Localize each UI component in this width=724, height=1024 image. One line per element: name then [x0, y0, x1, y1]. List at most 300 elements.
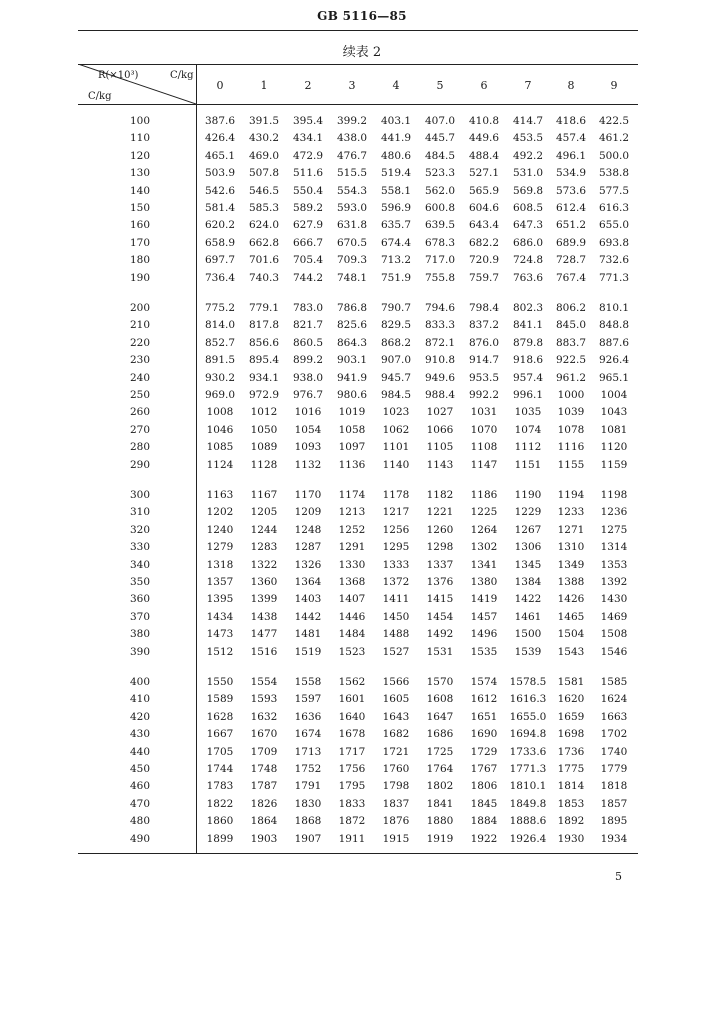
row-label: 480 [129, 815, 151, 828]
table-cell: 484.5 [424, 149, 456, 162]
table-cell: 759.7 [468, 271, 500, 284]
table-cell: 1543 [557, 645, 585, 658]
table-cell: 1740 [600, 745, 628, 758]
table-cell: 1535 [470, 645, 498, 658]
table-cell: 1430 [600, 593, 628, 606]
column-header: 6 [480, 79, 488, 92]
table-cell: 1651 [470, 710, 498, 723]
table-cell: 1698 [557, 728, 585, 741]
table-cell: 1756 [338, 763, 366, 775]
row-label: 140 [129, 184, 151, 197]
table-cell: 503.9 [204, 167, 236, 180]
row-label: 460 [129, 780, 151, 793]
table-cell: 1264 [470, 523, 498, 536]
table-cell: 1628 [206, 710, 234, 723]
table-cell: 1578.5 [509, 676, 547, 688]
table-cell: 1620 [557, 693, 585, 706]
table-cell: 1640 [338, 710, 366, 723]
table-cell: 403.1 [380, 115, 412, 127]
table-cell: 1298 [426, 541, 454, 554]
table-cell: 709.3 [336, 254, 368, 267]
table-cell: 1256 [382, 523, 410, 536]
table-cell: 1240 [206, 523, 234, 536]
table-cell: 1046 [206, 423, 234, 436]
table-cell: 724.8 [512, 254, 544, 267]
table-cell: 1140 [382, 458, 410, 471]
row-label: 470 [129, 797, 151, 810]
table-cell: 938.0 [292, 371, 324, 384]
table-cell: 1271 [557, 523, 585, 536]
corner-left-unit: C/kg [88, 91, 112, 102]
table-cell: 1345 [514, 558, 542, 571]
table-cell: 1248 [294, 523, 322, 536]
table-cell: 810.1 [598, 302, 630, 314]
table-cell: 1318 [206, 558, 234, 571]
table-cell: 1512 [206, 645, 234, 658]
table-cell: 953.5 [468, 371, 500, 384]
table-cell: 984.5 [380, 389, 412, 401]
table-cell: 887.6 [598, 336, 630, 349]
table-cell: 674.4 [380, 236, 412, 249]
table-cell: 872.1 [424, 336, 456, 349]
table-cell: 1062 [382, 423, 410, 436]
row-label: 280 [129, 441, 151, 454]
table-cell: 1748 [250, 763, 278, 775]
table-cell: 895.4 [248, 354, 280, 367]
row-label: 150 [129, 202, 151, 214]
table-cell: 914.7 [468, 354, 500, 367]
table-cell: 1357 [206, 576, 234, 588]
table-cell: 1895 [600, 815, 628, 828]
table-cell: 783.0 [292, 302, 324, 314]
table-cell: 1496 [470, 628, 498, 641]
row-label: 110 [129, 132, 151, 145]
table-cell: 1597 [294, 693, 322, 706]
table-cell: 434.1 [292, 132, 324, 145]
table-cell: 1915 [382, 832, 410, 845]
table-cell: 1647 [426, 710, 454, 723]
table-cell: 1101 [382, 441, 410, 454]
table-cell: 1380 [470, 576, 498, 588]
row-label: 100 [129, 115, 151, 127]
row-label: 120 [129, 149, 151, 162]
table-header-rule [78, 104, 638, 105]
table-cell: 945.7 [380, 371, 412, 384]
row-label: 340 [129, 558, 151, 571]
table-cell: 469.0 [248, 149, 280, 162]
table-cell: 627.9 [292, 219, 324, 232]
table-cell: 1670 [250, 728, 278, 741]
table-cell: 1860 [206, 815, 234, 828]
table-cell: 1450 [382, 610, 410, 623]
table-cell: 1616.3 [509, 693, 547, 706]
table-cell: 1903 [250, 832, 278, 845]
table-cell: 969.0 [204, 389, 236, 401]
table-cell: 1601 [338, 693, 366, 706]
table-cell: 1174 [338, 489, 366, 501]
table-cell: 1554 [250, 676, 278, 688]
table-cell: 1934 [600, 832, 628, 845]
table-cell: 1159 [600, 458, 628, 471]
table-cell: 457.4 [555, 132, 587, 145]
table-cell: 1837 [382, 797, 410, 810]
table-cell: 794.6 [424, 302, 456, 314]
table-cell: 1163 [206, 489, 234, 501]
table-cell: 728.7 [555, 254, 587, 267]
table-cell: 1930 [557, 832, 585, 845]
table-cell: 1605 [382, 693, 410, 706]
table-cell: 1333 [382, 558, 410, 571]
table-cell: 1779 [600, 763, 628, 775]
table-cell: 573.6 [555, 184, 587, 197]
table-cell: 1151 [514, 458, 542, 471]
table-cell: 1767 [470, 763, 498, 775]
table-cell: 480.6 [380, 149, 412, 162]
row-label: 400 [129, 676, 151, 688]
table-cell: 891.5 [204, 354, 236, 367]
table-cell: 391.5 [248, 115, 280, 127]
table-cell: 1674 [294, 728, 322, 741]
table-cell: 496.1 [555, 149, 587, 162]
table-cell: 1457 [470, 610, 498, 623]
table-cell: 1388 [557, 576, 585, 588]
table-cell: 876.0 [468, 336, 500, 349]
table-cell: 1170 [294, 489, 322, 501]
table-cell: 426.4 [204, 132, 236, 145]
table-cell: 635.7 [380, 219, 412, 232]
table-cell: 1050 [250, 423, 278, 436]
table-cell: 1504 [557, 628, 585, 641]
row-label: 160 [129, 219, 151, 232]
table-cell: 1783 [206, 780, 234, 793]
table-cell: 488.4 [468, 149, 500, 162]
table-cell: 1907 [294, 832, 322, 845]
table-cell: 1550 [206, 676, 234, 688]
table-cell: 910.8 [424, 354, 456, 367]
row-label: 260 [129, 406, 151, 419]
column-header: 8 [567, 79, 575, 92]
table-cell: 1124 [206, 458, 234, 471]
row-label: 420 [129, 710, 151, 723]
table-cell: 705.4 [292, 254, 324, 267]
table-cell: 1798 [382, 780, 410, 793]
row-label: 410 [129, 693, 151, 706]
table-cell: 651.2 [555, 219, 587, 232]
table-cell: 701.6 [248, 254, 280, 267]
table-cell: 1806 [470, 780, 498, 793]
table-cell: 1178 [382, 489, 410, 501]
table-cell: 1810.1 [509, 780, 547, 793]
table-cell: 1190 [514, 489, 542, 501]
table-cell: 1744 [206, 763, 234, 775]
table-cell: 833.3 [424, 319, 456, 332]
table-cell: 1659 [557, 710, 585, 723]
table-cell: 1775 [557, 763, 585, 775]
table-cell: 1283 [250, 541, 278, 554]
table-cell: 1888.6 [509, 815, 547, 828]
table-cell: 655.0 [598, 219, 630, 232]
table-cell: 519.4 [380, 167, 412, 180]
table-cell: 1624 [600, 693, 628, 706]
table-cell: 1484 [338, 628, 366, 641]
table-cell: 1267 [514, 523, 542, 536]
table-cell: 1481 [294, 628, 322, 641]
table-cell: 1581 [557, 676, 585, 688]
table-cell: 775.2 [204, 302, 236, 314]
table-cell: 1845 [470, 797, 498, 810]
table-cell: 1058 [338, 423, 366, 436]
table-cell: 1814 [557, 780, 585, 793]
table-cell: 1655.0 [509, 710, 547, 723]
table-cell: 1302 [470, 541, 498, 554]
table-cell: 1434 [206, 610, 234, 623]
table-cell: 1364 [294, 576, 322, 588]
table-cell: 980.6 [336, 389, 368, 401]
table-cell: 600.8 [424, 202, 456, 214]
table-cell: 616.3 [598, 202, 630, 214]
table-cell: 1341 [470, 558, 498, 571]
table-cell: 596.9 [380, 202, 412, 214]
table-cell: 465.1 [204, 149, 236, 162]
table-cell: 1849.8 [509, 797, 547, 810]
table-cell: 515.5 [336, 167, 368, 180]
table-cell: 538.8 [598, 167, 630, 180]
table-cell: 1922 [470, 832, 498, 845]
table-cell: 1221 [426, 506, 454, 519]
table-cell: 1787 [250, 780, 278, 793]
table-cell: 1608 [426, 693, 454, 706]
table-cell: 608.5 [512, 202, 544, 214]
table-cell: 550.4 [292, 184, 324, 197]
table-cell: 903.1 [336, 354, 368, 367]
table-cell: 779.1 [248, 302, 280, 314]
table-cell: 1395 [206, 593, 234, 606]
table-cell: 1403 [294, 593, 322, 606]
table-cell: 1438 [250, 610, 278, 623]
table-cell: 1120 [600, 441, 628, 454]
table-cell: 961.2 [555, 371, 587, 384]
table-cell: 1872 [338, 815, 366, 828]
table-cell: 562.0 [424, 184, 456, 197]
column-header: 2 [304, 79, 312, 92]
row-label: 130 [129, 167, 151, 180]
table-cell: 658.9 [204, 236, 236, 249]
table-cell: 1233 [557, 506, 585, 519]
table-cell: 1523 [338, 645, 366, 658]
table-cell: 798.4 [468, 302, 500, 314]
table-cell: 1733.6 [509, 745, 547, 758]
table-cell: 1330 [338, 558, 366, 571]
table-cell: 1477 [250, 628, 278, 641]
table-cell: 1771.3 [509, 763, 547, 775]
table-cell: 1442 [294, 610, 322, 623]
table-cell: 1275 [600, 523, 628, 536]
table-cell: 1566 [382, 676, 410, 688]
table-cell: 1426 [557, 593, 585, 606]
table-cell: 1360 [250, 576, 278, 588]
table-cell: 837.2 [468, 319, 500, 332]
table-cell: 1093 [294, 441, 322, 454]
corner-top-unit: C/kg [170, 70, 194, 81]
table-cell: 1911 [338, 832, 366, 845]
row-label: 330 [129, 541, 151, 554]
table-cell: 1857 [600, 797, 628, 810]
table-cell: 786.8 [336, 302, 368, 314]
table-cell: 1070 [470, 423, 498, 436]
table-cell: 1589 [206, 693, 234, 706]
table-cell: 639.5 [424, 219, 456, 232]
table-cell: 589.2 [292, 202, 324, 214]
table-cell: 1399 [250, 593, 278, 606]
table-cell: 1833 [338, 797, 366, 810]
table-cell: 1892 [557, 815, 585, 828]
table-cell: 1136 [338, 458, 366, 471]
table-cell: 922.5 [555, 354, 587, 367]
table-cell: 848.8 [598, 319, 630, 332]
table-cell: 1031 [470, 406, 498, 419]
table-cell: 1818 [600, 780, 628, 793]
table-cell: 1411 [382, 593, 410, 606]
table-cell: 1089 [250, 441, 278, 454]
table-cell: 527.1 [468, 167, 500, 180]
row-label: 300 [129, 489, 151, 501]
table-cell: 546.5 [248, 184, 280, 197]
table-cell: 1085 [206, 441, 234, 454]
table-cell: 492.2 [512, 149, 544, 162]
table-cell: 1593 [250, 693, 278, 706]
table-cell: 883.7 [555, 336, 587, 349]
table-cell: 686.0 [512, 236, 544, 249]
table-cell: 1690 [470, 728, 498, 741]
table-cell: 689.9 [555, 236, 587, 249]
table-cell: 1310 [557, 541, 585, 554]
table-cell: 1830 [294, 797, 322, 810]
table-cell: 1795 [338, 780, 366, 793]
table-cell: 949.6 [424, 371, 456, 384]
table-cell: 1713 [294, 745, 322, 758]
table-cell: 864.3 [336, 336, 368, 349]
table-cell: 581.4 [204, 202, 236, 214]
table-cell: 1663 [600, 710, 628, 723]
table-cell: 841.1 [512, 319, 544, 332]
table-cell: 992.2 [468, 389, 500, 401]
table-cell: 1027 [426, 406, 454, 419]
table-cell: 1461 [514, 610, 542, 623]
table-cell: 1841 [426, 797, 454, 810]
row-label: 240 [129, 371, 151, 384]
table-cell: 1376 [426, 576, 454, 588]
table-cell: 1574 [470, 676, 498, 688]
table-cell: 1709 [250, 745, 278, 758]
table-cell: 1116 [557, 441, 585, 454]
row-label: 200 [129, 302, 151, 314]
table-cell: 1415 [426, 593, 454, 606]
table-cell: 1585 [600, 676, 628, 688]
table-cell: 620.2 [204, 219, 236, 232]
table-cell: 1019 [338, 406, 366, 419]
table-cell: 713.2 [380, 254, 412, 267]
table-cell: 1822 [206, 797, 234, 810]
table-cell: 1826 [250, 797, 278, 810]
table-cell: 817.8 [248, 319, 280, 332]
table-cell: 1353 [600, 558, 628, 571]
standard-code: GB 5116—85 [317, 9, 407, 23]
table-cell: 1760 [382, 763, 410, 775]
table-cell: 1562 [338, 676, 366, 688]
table-cell: 926.4 [598, 354, 630, 367]
table-cell: 441.9 [380, 132, 412, 145]
table-cell: 1527 [382, 645, 410, 658]
table-cell: 1880 [426, 815, 454, 828]
table-cell: 1112 [514, 441, 542, 454]
table-cell: 868.2 [380, 336, 412, 349]
table-cell: 507.8 [248, 167, 280, 180]
table-cell: 720.9 [468, 254, 500, 267]
table-cell: 624.0 [248, 219, 280, 232]
table-cell: 647.3 [512, 219, 544, 232]
table-cell: 1422 [514, 593, 542, 606]
table-cell: 418.6 [555, 115, 587, 127]
table-cell: 461.2 [598, 132, 630, 145]
table-cell: 1326 [294, 558, 322, 571]
table-cell: 1194 [557, 489, 585, 501]
table-cell: 1729 [470, 745, 498, 758]
table-cell: 1721 [382, 745, 410, 758]
table-cell: 1899 [206, 832, 234, 845]
table-cell: 717.0 [424, 254, 456, 267]
page-number: 5 [615, 870, 622, 883]
table-cell: 422.5 [598, 115, 630, 127]
table-cell: 1539 [514, 645, 542, 658]
table-cell: 1519 [294, 645, 322, 658]
row-label: 320 [129, 523, 151, 536]
table-cell: 531.0 [512, 167, 544, 180]
table-cell: 1546 [600, 645, 628, 658]
table-cell: 414.7 [512, 115, 544, 127]
table-cell: 1612 [470, 693, 498, 706]
table-cell: 736.4 [204, 271, 236, 284]
table-cell: 965.1 [598, 371, 630, 384]
table-cell: 751.9 [380, 271, 412, 284]
table-cell: 988.4 [424, 389, 456, 401]
table-cell: 879.8 [512, 336, 544, 349]
header-rule [78, 30, 638, 31]
row-label: 390 [129, 645, 151, 658]
table-cell: 1287 [294, 541, 322, 554]
table-cell: 1492 [426, 628, 454, 641]
table-cell: 1291 [338, 541, 366, 554]
table-cell: 1368 [338, 576, 366, 588]
table-cell: 1155 [557, 458, 585, 471]
row-label: 180 [129, 254, 151, 267]
table-cell: 1678 [338, 728, 366, 741]
table-cell: 1225 [470, 506, 498, 519]
table-vertical-rule [196, 64, 197, 853]
column-header: 0 [216, 79, 224, 92]
table-cell: 1105 [426, 441, 454, 454]
table-cell: 1043 [600, 406, 628, 419]
table-cell: 907.0 [380, 354, 412, 367]
column-header: 3 [348, 79, 356, 92]
column-header: 7 [524, 79, 532, 92]
table-cell: 1198 [600, 489, 628, 501]
table-cell: 670.5 [336, 236, 368, 249]
table-cell: 740.3 [248, 271, 280, 284]
table-cell: 697.7 [204, 254, 236, 267]
table-cell: 806.2 [555, 302, 587, 314]
table-cell: 1686 [426, 728, 454, 741]
table-cell: 1926.4 [509, 832, 547, 845]
